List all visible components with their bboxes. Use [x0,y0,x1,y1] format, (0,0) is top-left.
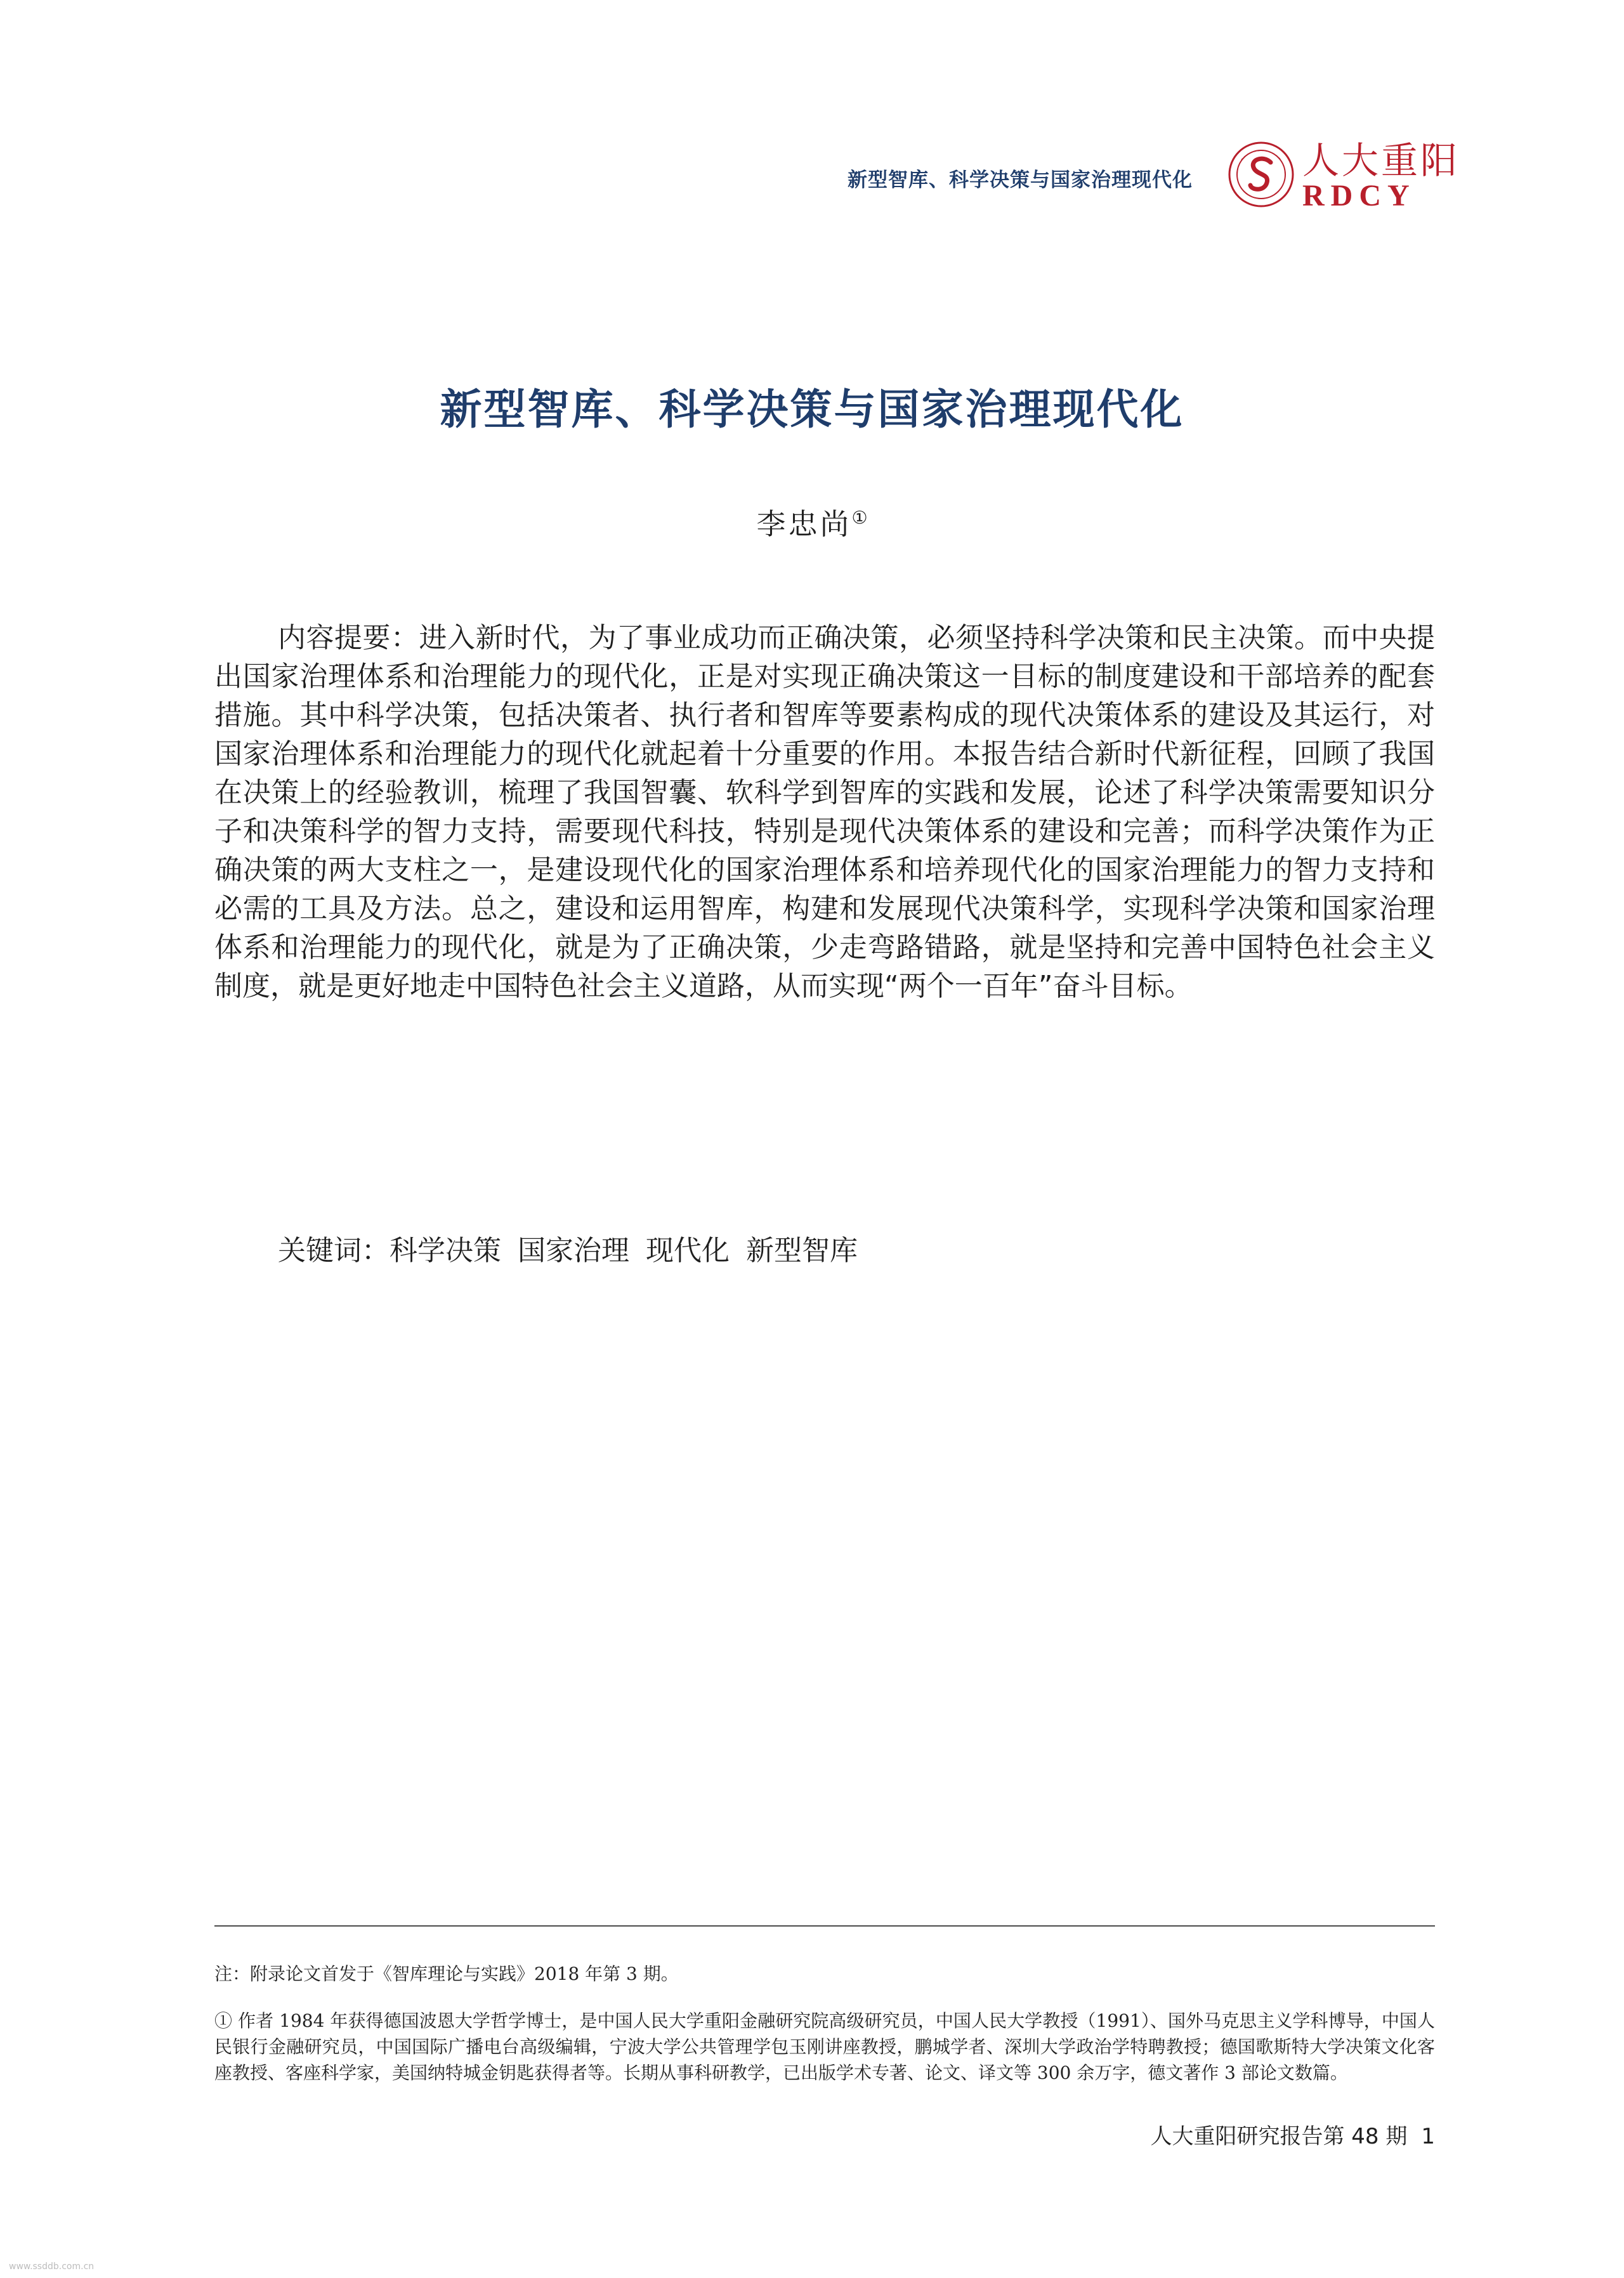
page-footer [952,2119,1435,2150]
keyword-item: 新型智库 [746,1234,858,1267]
footer-publication: 人大重阳研究报告第 48 期 [1150,2124,1408,2149]
author-footnote: ① 作者 1984 年获得德国波恩大学哲学博士，是中国人民大学重阳金融研究院高级研究员，中国人民大学教授（1991）、国外马克思主义学科博导，中国人民银行金融研究员，中国国际广播电台高级编辑，宁波大学公共管理学包玉刚讲座教授，鹏城学者、深圳大学政治学特聘教授；德国歌斯特大学决策文化客座教授、客座科学家，美国纳特城金钥匙获得者等。长期从事科研教学，已出版学术专著、论文、译文等 300 余万字，德文著作 3 部论文数篇。 [214,2010,1435,2083]
footnote-divider [214,1925,1435,1927]
keywords-line [278,1227,874,1268]
author-line [0,501,1624,543]
source-note: 注：附录论文首发于《智库理论与实践》2018 年第 3 期。 [214,1963,679,1984]
keywords-label: 关键词： [278,1234,390,1267]
document-title: 新型智库、科学决策与国家治理现代化 [440,385,1184,434]
page-number: 1 [1421,2124,1435,2149]
logo-english-text: RDCY [1302,179,1416,213]
abstract-paragraph: 内容提要：进入新时代，为了事业成功而正确决策，必须坚持科学决策和民主决策。而中央提出国家治理体系和治理能力的现代化，正是对实现正确决策这一目标的制度建设和干部培养的配套措施。其中科学决策，包括决策者、执行者和智库等要素构成的现代决策体系的建设及其运行，对国家治理体系和治理能力的现代化就起着十分重要的作用。本报告结合新时代新征程，回顾了我国在决策上的经验教训，梳理了我国智囊、软科学到智库的实践和发展，论述了科学决策需要知识分子和决策科学的智力支持，需要现代科技，特别是现代决策体系的建设和完善；而科学决策作为正确决策的两大支柱之一，是建设现代化的国家治理体系和培养现代化的国家治理能力的智力支持和必需的工具及方法。总之，建设和运用智库，构建和发展现代决策科学，实现科学决策和国家治理体系和治理能力的现代化，就是为了正确决策，少走弯路错路，就是坚持和完善中国特色社会主义制度，就是更好地走中国特色社会主义道路，从而实现“两个一百年”奋斗目标。 [214,622,1435,1002]
keyword-item: 国家治理 [518,1234,629,1267]
running-header-title: 新型智库、科学决策与国家治理现代化 [848,169,1193,192]
author-name: 李忠尚 [756,507,852,541]
source-watermark: www.ssddb.com.cn [9,2262,95,2272]
keyword-item: 科学决策 [390,1234,501,1267]
rdcy-seal-icon [1228,141,1295,208]
keyword-item: 现代化 [646,1234,730,1267]
logo-chinese-text: 人大重阳 [1302,139,1460,182]
author-footnote-mark: ① [851,507,868,528]
rdcy-logo [1228,139,1460,217]
